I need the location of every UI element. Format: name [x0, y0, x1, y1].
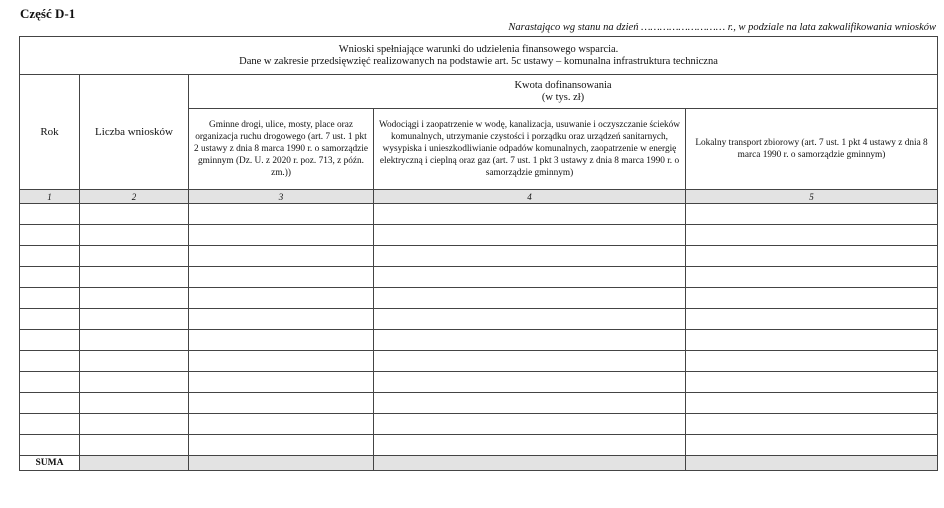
cell-drogi[interactable]: [189, 330, 374, 351]
cell-wodociagi[interactable]: [374, 372, 686, 393]
report-date-subtitle: Narastająco wg stanu na dzień ……………………… r., w podziale na lata zakwalifikowania wniosków: [508, 22, 936, 33]
cell-drogi[interactable]: [189, 435, 374, 456]
cell-liczba[interactable]: [80, 372, 189, 393]
cell-rok[interactable]: [20, 246, 80, 267]
cell-wodociagi[interactable]: [374, 351, 686, 372]
kwota-header: [189, 75, 938, 109]
cell-transport[interactable]: [686, 204, 938, 225]
cell-wodociagi[interactable]: [374, 309, 686, 330]
cell-transport[interactable]: [686, 330, 938, 351]
table-row: [20, 288, 938, 309]
table-row: [20, 246, 938, 267]
part-title: Część D-1: [20, 6, 76, 21]
cell-liczba[interactable]: [80, 225, 189, 246]
cell-rok[interactable]: [20, 267, 80, 288]
cell-wodociagi[interactable]: [374, 288, 686, 309]
cell-drogi[interactable]: [189, 204, 374, 225]
column-header-transport: Lokalny transport zbiorowy (art. 7 ust. 1 pkt 4 ustawy z dnia 8 marca 1990 r. o samorządzie gminnym): [686, 109, 938, 190]
cell-rok[interactable]: [20, 372, 80, 393]
table-row: [20, 330, 938, 351]
column-number: 1: [20, 190, 80, 204]
column-header-drogi: Gminne drogi, ulice, mosty, place oraz organizacja ruchu drogowego (art. 7 ust. 1 pkt 2 ustawy z dnia 8 marca 1990 r. o samorządzie gminnym (Dz. U. z 2020 r. poz. 713, z późn. zm.)): [189, 109, 374, 190]
table-row: [20, 351, 938, 372]
column-number: 3: [189, 190, 374, 204]
cell-wodociagi[interactable]: [374, 435, 686, 456]
sum-cell-liczba[interactable]: [80, 456, 189, 471]
cell-drogi[interactable]: [189, 309, 374, 330]
cell-drogi[interactable]: [189, 288, 374, 309]
cell-transport[interactable]: [686, 393, 938, 414]
column-number: 5: [686, 190, 938, 204]
cell-wodociagi[interactable]: [374, 393, 686, 414]
cell-liczba[interactable]: [80, 267, 189, 288]
cell-liczba[interactable]: [80, 435, 189, 456]
table-row: [20, 309, 938, 330]
main-title-line1: Wnioski spełniające warunki do udzielenia finansowego wsparcia.: [338, 43, 619, 55]
cell-wodociagi[interactable]: [374, 330, 686, 351]
main-title-line2: Dane w zakresie przedsięwzięć realizowanych na podstawie art. 5c ustawy – komunalna infrastruktura techniczna: [239, 55, 718, 67]
table-row: [20, 435, 938, 456]
cell-rok[interactable]: [20, 204, 80, 225]
sum-cell-drogi[interactable]: [189, 456, 374, 471]
cell-wodociagi[interactable]: [374, 225, 686, 246]
sum-cell-transport[interactable]: [686, 456, 938, 471]
cell-liczba[interactable]: [80, 414, 189, 435]
cell-liczba[interactable]: [80, 288, 189, 309]
column-header-wodociagi: Wodociągi i zaopatrzenie w wodę, kanalizacja, usuwanie i oczyszczanie ścieków komunalnych, utrzymanie czystości i porządku oraz urządzeń sanitarnych, wysypiska i unieszkodliwianie odpadów komunalnych, zaopatrzenie w energię elektryczną i cieplną oraz gaz (art. 7 ust. 1 pkt 3 ustawy z dnia 8 marca 1990 r. o samorządzie gminnym): [374, 109, 686, 190]
cell-transport[interactable]: [686, 372, 938, 393]
cell-liczba[interactable]: [80, 330, 189, 351]
cell-transport[interactable]: [686, 435, 938, 456]
cell-wodociagi[interactable]: [374, 246, 686, 267]
cell-transport[interactable]: [686, 288, 938, 309]
cell-drogi[interactable]: [189, 351, 374, 372]
cell-liczba[interactable]: [80, 309, 189, 330]
cell-rok[interactable]: [20, 330, 80, 351]
cell-drogi[interactable]: [189, 267, 374, 288]
cell-liczba[interactable]: [80, 351, 189, 372]
cell-rok[interactable]: [20, 288, 80, 309]
cell-transport[interactable]: [686, 309, 938, 330]
cell-liczba[interactable]: [80, 393, 189, 414]
cell-rok[interactable]: [20, 225, 80, 246]
applications-table: [19, 36, 938, 471]
cell-drogi[interactable]: [189, 414, 374, 435]
cell-wodociagi[interactable]: [374, 414, 686, 435]
sum-label: SUMA: [20, 456, 80, 471]
cell-rok[interactable]: [20, 393, 80, 414]
cell-rok[interactable]: [20, 414, 80, 435]
cell-transport[interactable]: [686, 225, 938, 246]
cell-rok[interactable]: [20, 351, 80, 372]
table-row: [20, 204, 938, 225]
cell-wodociagi[interactable]: [374, 204, 686, 225]
cell-drogi[interactable]: [189, 246, 374, 267]
table-row: [20, 267, 938, 288]
kwota-line1: Kwota dofinansowania: [514, 79, 612, 91]
column-number: 4: [374, 190, 686, 204]
table-row: [20, 414, 938, 435]
cell-wodociagi[interactable]: [374, 267, 686, 288]
column-number: 2: [80, 190, 189, 204]
table-main-title: [20, 37, 938, 75]
table-row: [20, 225, 938, 246]
table-row: [20, 372, 938, 393]
cell-transport[interactable]: [686, 267, 938, 288]
sum-cell-wodociagi[interactable]: [374, 456, 686, 471]
kwota-line2: (w tys. zł): [541, 91, 585, 103]
cell-drogi[interactable]: [189, 225, 374, 246]
cell-liczba[interactable]: [80, 246, 189, 267]
table-row: [20, 393, 938, 414]
column-header-rok: Rok: [20, 75, 80, 190]
cell-transport[interactable]: [686, 246, 938, 267]
column-header-liczba-wnioskow: Liczba wniosków: [80, 75, 189, 190]
cell-rok[interactable]: [20, 309, 80, 330]
cell-liczba[interactable]: [80, 204, 189, 225]
cell-transport[interactable]: [686, 414, 938, 435]
cell-drogi[interactable]: [189, 372, 374, 393]
cell-drogi[interactable]: [189, 393, 374, 414]
cell-rok[interactable]: [20, 435, 80, 456]
cell-transport[interactable]: [686, 351, 938, 372]
